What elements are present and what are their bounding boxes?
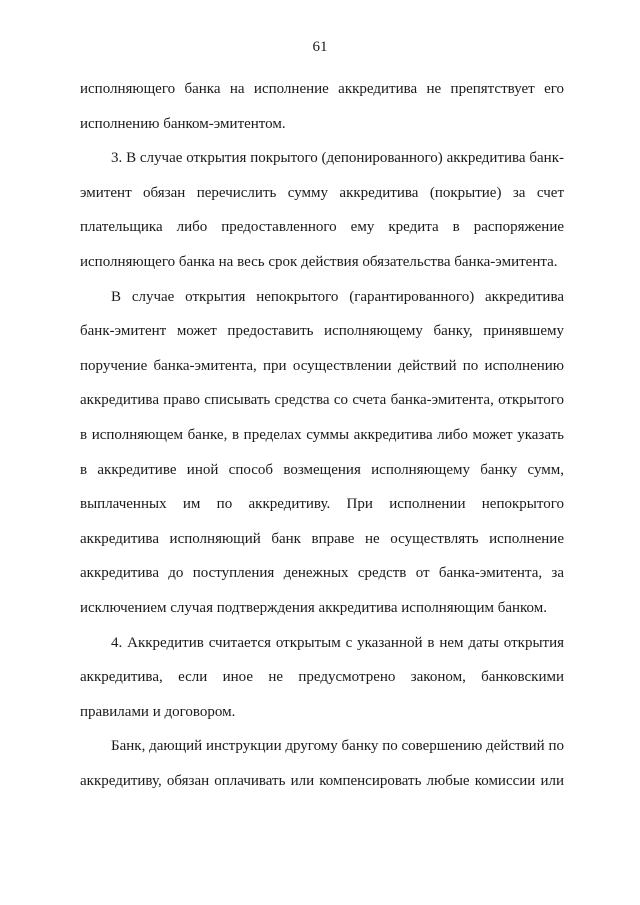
text-line: правилами и договором. [80, 703, 236, 720]
paragraph-1 [80, 72, 564, 141]
text-line: исполнению банком-эмитентом. [80, 115, 286, 132]
text-line: аккредитиву, обязан оплачивать или компенсировать любые комиссии или [80, 772, 564, 789]
text-line: выплаченных им по аккредитиву. При исполнении непокрытого [80, 496, 564, 513]
text-line: исполняющего банка на весь срок действия обязательства банка-эмитента. [80, 253, 558, 270]
text-line: аккредитива, если иное не предусмотрено законом, банковскими [80, 669, 564, 686]
text-line: в аккредитиве иной способ возмещения исполняющему банку сумм, [80, 461, 564, 478]
paragraph-5 [80, 729, 564, 798]
text-line: аккредитива исполняющий банк вправе не осуществлять исполнение [80, 530, 564, 547]
text-line: В случае открытия непокрытого (гарантированного) аккредитива [111, 288, 564, 305]
text-line: 3. В случае открытия покрытого (депонированного) аккредитива банк- [111, 150, 564, 167]
page-number: 61 [312, 39, 328, 55]
paragraph-3 [80, 280, 564, 626]
text-line: плательщика либо предоставленного ему кредита в распоряжение [80, 219, 564, 236]
text-line: в исполняющем банке, в пределах суммы аккредитива либо может указать [80, 426, 564, 443]
text-line: 4. Аккредитив считается открытым с указанной в нем даты открытия [111, 634, 564, 651]
text-line: поручение банка-эмитента, при осуществлении действий по исполнению [80, 357, 564, 374]
paragraph-2 [80, 141, 564, 279]
text-line: эмитент обязан перечислить сумму аккредитива (покрытие) за счет [80, 184, 564, 201]
document-body [80, 72, 564, 798]
text-line: аккредитива право списывать средства со счета банка-эмитента, открытого [80, 392, 564, 409]
text-line: исполняющего банка на исполнение аккредитива не препятствует его [80, 81, 564, 97]
text-line: Банк, дающий инструкции другому банку по совершению действий по [111, 738, 564, 755]
text-line: исключением случая подтверждения аккредитива исполняющим банком. [80, 599, 548, 616]
text-line: банк-эмитент может предоставить исполняющему банку, принявшему [80, 323, 564, 340]
text-line: аккредитива до поступления денежных средств от банка-эмитента, за [80, 565, 564, 582]
paragraph-4 [80, 626, 564, 730]
